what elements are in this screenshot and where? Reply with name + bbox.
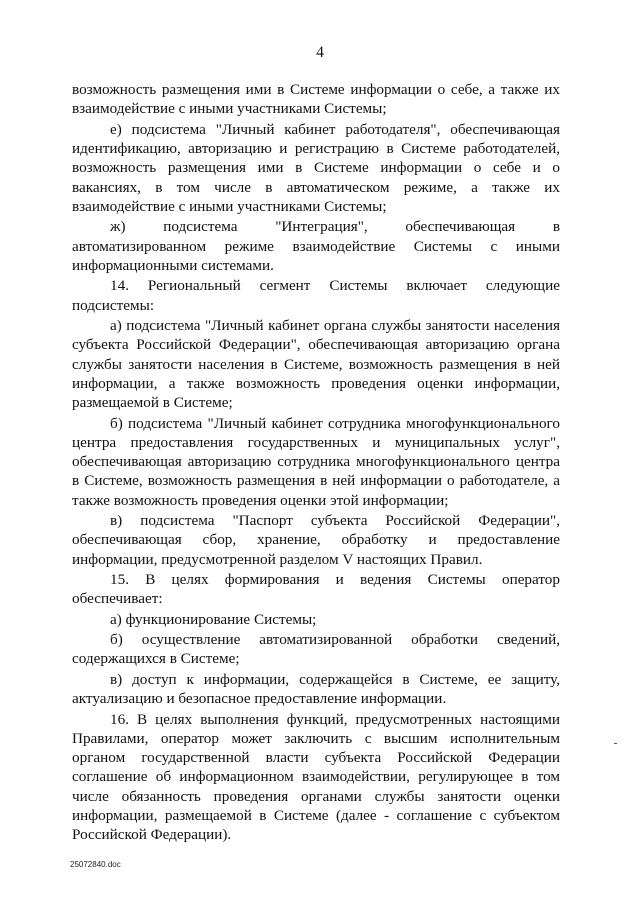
- document-body: [72, 80, 560, 846]
- paragraph-5: а) подсистема "Личный кабинет органа службы занятости населения субъекта Российской Федерации", обеспечивающая авторизацию органа службы занятости населения в Системе, возможность размещения в ней информации, а также возможность проведения оценки информации, размещаемой в Системе;: [72, 316, 560, 412]
- file-name-footer: 25072840.doc: [70, 860, 121, 869]
- paragraph-2: е) подсистема "Личный кабинет работодателя", обеспечивающая идентификацию, авторизацию и регистрацию в Системе работодателей, возможность размещения ими в Системе информации о себе и о вакансиях, в том числе в автоматическом режиме, а также их взаимодействие с иными участниками Системы;: [72, 120, 560, 215]
- paragraph-12: 16. В целях выполнения функций, предусмотренных настоящими Правилами, оператор может заключить с высшим исполнительным органом государственной власти субъекта Российской Федерации соглашение об информационном взаимодействии, регулирующее в том числе обязанность проведения органами службы занятости оценки информации, размещаемой в Системе (далее - соглашение с субъектом Российской Федерации).: [72, 710, 560, 844]
- paragraph-11: в) доступ к информации, содержащейся в Системе, ее защиту, актуализацию и безопасное предоставление информации.: [72, 670, 560, 708]
- paragraph-7: в) подсистема "Паспорт субъекта Российской Федерации", обеспечивающая сбор, хранение, обработку и предоставление информации, предусмотренной разделом V настоящих Правил.: [72, 512, 560, 568]
- paragraph-3: ж) подсистема "Интеграция", обеспечивающая в автоматизированном режиме взаимодействие Системы с иными информационными системами.: [72, 218, 560, 274]
- margin-mark: [614, 743, 617, 744]
- paragraph-8: 15. В целях формирования и ведения Системы оператор обеспечивает:: [72, 571, 560, 608]
- paragraph-4: 14. Региональный сегмент Системы включает следующие подсистемы:: [72, 277, 560, 314]
- paragraph-9: а) функционирование Системы;: [110, 610, 317, 628]
- paragraph-1: возможность размещения ими в Системе информации о себе, а также их взаимодействие с иными участниками Системы;: [72, 81, 560, 118]
- page-number: 4: [316, 44, 324, 61]
- paragraph-10: б) осуществление автоматизированной обработки сведений, содержащихся в Системе;: [72, 631, 560, 668]
- paragraph-6: б) подсистема "Личный кабинет сотрудника многофункционального центра предоставления государственных и муниципальных услуг", обеспечивающая авторизацию сотрудника многофункционального центра в Системе, возможность размещения в ней информации о работодателе, а также возможность проведения оценки этой информации;: [72, 414, 560, 509]
